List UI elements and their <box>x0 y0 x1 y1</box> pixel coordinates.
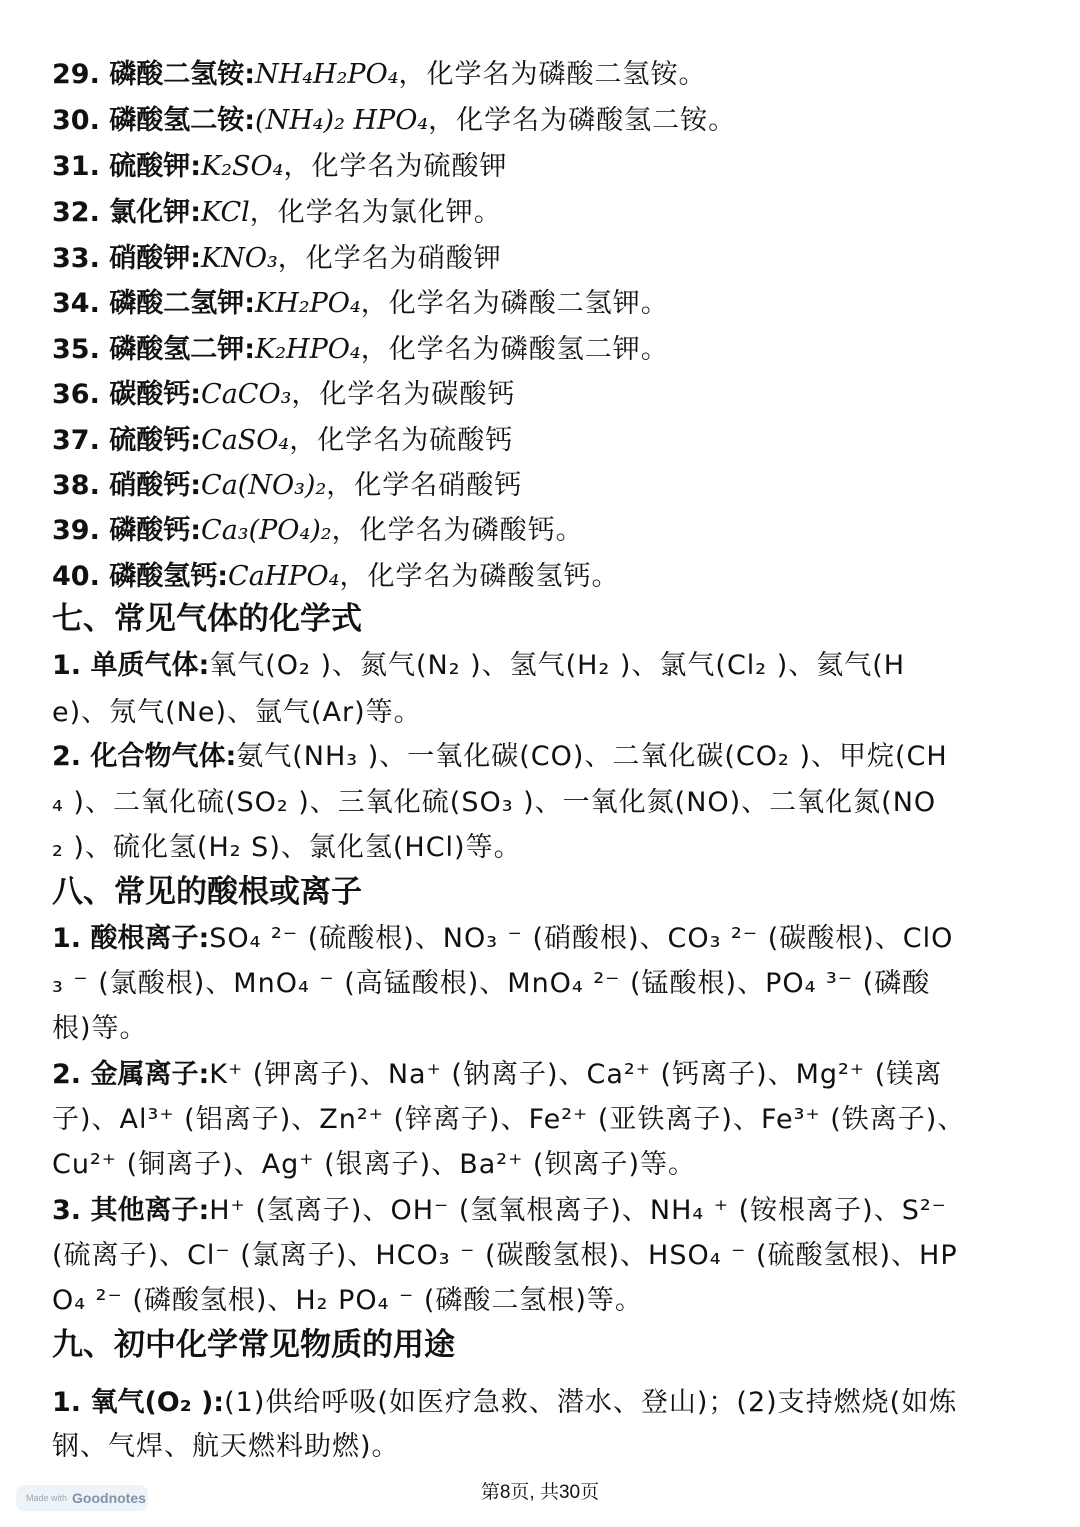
section-heading-gases: 七、常见气体的化学式 <box>52 601 362 637</box>
paragraph-text: SO₄ ²⁻ (硫酸根)、NO₃ ⁻ (硝酸根)、CO₃ ²⁻ (碳酸根)、ClO <box>209 923 954 954</box>
item-formula: CaCO₃ <box>201 379 292 410</box>
badge-small-text: Made with <box>26 1493 68 1503</box>
item-label: 37. 硫酸钙: <box>52 425 202 456</box>
paragraph-label: 2. 化合物气体: <box>52 741 237 772</box>
paragraph-text: H⁺ (氢离子)、OH⁻ (氢氧根离子)、NH₄ ⁺ (铵根离子)、S²⁻ <box>209 1195 947 1226</box>
page-number: 第8页, 共30页 <box>480 1482 600 1503</box>
ions-metal-line-1 <box>52 1056 1042 1094</box>
item-formula: Ca₃(PO₄)₂ <box>201 515 332 546</box>
gases-simple-line-1 <box>52 647 1042 685</box>
item-35 <box>52 331 1042 369</box>
item-note: ，化学名为硫酸钙 <box>289 425 514 456</box>
ions-other-line-2: (硫离子)、Cl⁻ (氯离子)、HCO₃ ⁻ (碳酸氢根)、HSO₄ ⁻ (硫酸氢根)、HP <box>52 1240 958 1271</box>
paragraph-label: 3. 其他离子: <box>52 1195 210 1226</box>
ions-other-line-1 <box>52 1192 1042 1230</box>
section-heading-ions: 八、常见的酸根或离子 <box>52 874 362 910</box>
item-formula: (NH₄)₂ HPO₄ <box>255 105 429 136</box>
item-30 <box>52 102 1042 140</box>
item-note: ，化学名为磷酸二氢铵。 <box>398 59 707 90</box>
item-note: ，化学名为磷酸二氢钾。 <box>360 288 669 319</box>
paragraph-label: 1. 酸根离子: <box>52 923 210 954</box>
item-33 <box>52 240 1042 278</box>
item-note: ，化学名为磷酸氢钙。 <box>339 561 620 592</box>
item-note: ，化学名为氯化钾。 <box>249 197 502 228</box>
paragraph-text: 氧气(O₂ )、氮气(N₂ )、氢气(H₂ )、氯气(Cl₂ )、氦气(H <box>209 650 906 681</box>
item-note: ，化学名为碳酸钙 <box>291 379 516 410</box>
paragraph-label: 2. 金属离子: <box>52 1059 210 1090</box>
item-note: ，化学名为磷酸氢二钾。 <box>360 334 669 365</box>
paragraph-label: 1. 单质气体: <box>52 650 210 681</box>
item-label: 39. 磷酸钙: <box>52 515 202 546</box>
ions-acid-line-2: ₃ ⁻ (氯酸根)、MnO₄ ⁻ (高锰酸根)、MnO₄ ²⁻ (锰酸根)、PO₄ ³⁻ (磷酸 <box>52 968 931 999</box>
gases-compound-line-2: ₄ )、二氧化硫(SO₂ )、三氧化硫(SO₃ )、一氧化氮(NO)、二氧化氮(NO <box>52 787 937 818</box>
item-29 <box>52 56 1042 94</box>
item-formula: KNO₃ <box>201 243 278 274</box>
item-note: ，化学名硝酸钙 <box>326 470 523 501</box>
gases-compound-line-3: ₂ )、硫化氢(H₂ S)、氯化氢(HCl)等。 <box>52 832 522 863</box>
uses-oxygen-line-1 <box>52 1384 1042 1422</box>
paragraph-text: K⁺ (钾离子)、Na⁺ (钠离子)、Ca²⁺ (钙离子)、Mg²⁺ (镁离 <box>209 1059 943 1090</box>
item-31 <box>52 148 1042 186</box>
ions-metal-line-2: 子)、Al³⁺ (铝离子)、Zn²⁺ (锌离子)、Fe²⁺ (亚铁离子)、Fe³⁺ (铁离子)、 <box>52 1104 966 1135</box>
gases-compound-line-1 <box>52 738 1042 776</box>
item-formula: KH₂PO₄ <box>255 288 361 319</box>
item-39 <box>52 512 1042 550</box>
ions-acid-line-3: 根)等。 <box>52 1013 148 1044</box>
goodnotes-badge <box>16 1485 148 1511</box>
uses-oxygen-line-2: 钢、气焊、航天燃料助燃)。 <box>52 1431 400 1462</box>
item-formula: NH₄H₂PO₄ <box>255 59 399 90</box>
badge-brand-text: Goodnotes <box>72 1490 146 1506</box>
item-36 <box>52 376 1042 414</box>
item-formula: Ca(NO₃)₂ <box>201 470 327 501</box>
item-38 <box>52 467 1042 505</box>
section-heading-uses: 九、初中化学常见物质的用途 <box>52 1327 455 1363</box>
item-label: 30. 磷酸氢二铵: <box>52 105 256 136</box>
gases-simple-line-2: e)、氖气(Ne)、氩气(Ar)等。 <box>52 697 422 728</box>
item-note: ，化学名为硝酸钾 <box>277 243 502 274</box>
item-34 <box>52 285 1042 323</box>
item-formula: KCl <box>201 197 250 228</box>
item-note: ，化学名为磷酸氢二铵。 <box>428 105 737 136</box>
ions-acid-line-1 <box>52 920 1042 958</box>
item-formula: CaHPO₄ <box>228 561 340 592</box>
item-label: 29. 磷酸二氢铵: <box>52 59 256 90</box>
paragraph-text: (1)供给呼吸(如医疗急救、潜水、登山)；(2)支持燃烧(如炼 <box>224 1387 958 1418</box>
item-formula: K₂HPO₄ <box>255 334 361 365</box>
item-label: 35. 磷酸氢二钾: <box>52 334 256 365</box>
item-label: 36. 碳酸钙: <box>52 379 202 410</box>
item-note: ，化学名为磷酸钙。 <box>331 515 584 546</box>
paragraph-label: 1. 氧气(O₂ ): <box>52 1387 225 1418</box>
item-label: 31. 硫酸钾: <box>52 151 202 182</box>
item-note: ，化学名为硫酸钾 <box>283 151 508 182</box>
ions-metal-line-3: Cu²⁺ (铜离子)、Ag⁺ (银离子)、Ba²⁺ (钡离子)等。 <box>52 1149 696 1180</box>
ions-other-line-3: O₄ ²⁻ (磷酸氢根)、H₂ PO₄ ⁻ (磷酸二氢根)等。 <box>52 1285 643 1316</box>
item-37 <box>52 422 1042 460</box>
item-formula: K₂SO₄ <box>201 151 284 182</box>
item-label: 40. 磷酸氢钙: <box>52 561 229 592</box>
item-label: 32. 氯化钾: <box>52 197 202 228</box>
paragraph-text: 氨气(NH₃ )、一氧化碳(CO)、二氧化碳(CO₂ )、甲烷(CH <box>236 741 948 772</box>
item-label: 34. 磷酸二氢钾: <box>52 288 256 319</box>
item-formula: CaSO₄ <box>201 425 290 456</box>
item-32 <box>52 194 1042 232</box>
item-40 <box>52 558 1042 596</box>
item-label: 33. 硝酸钾: <box>52 243 202 274</box>
item-label: 38. 硝酸钙: <box>52 470 202 501</box>
